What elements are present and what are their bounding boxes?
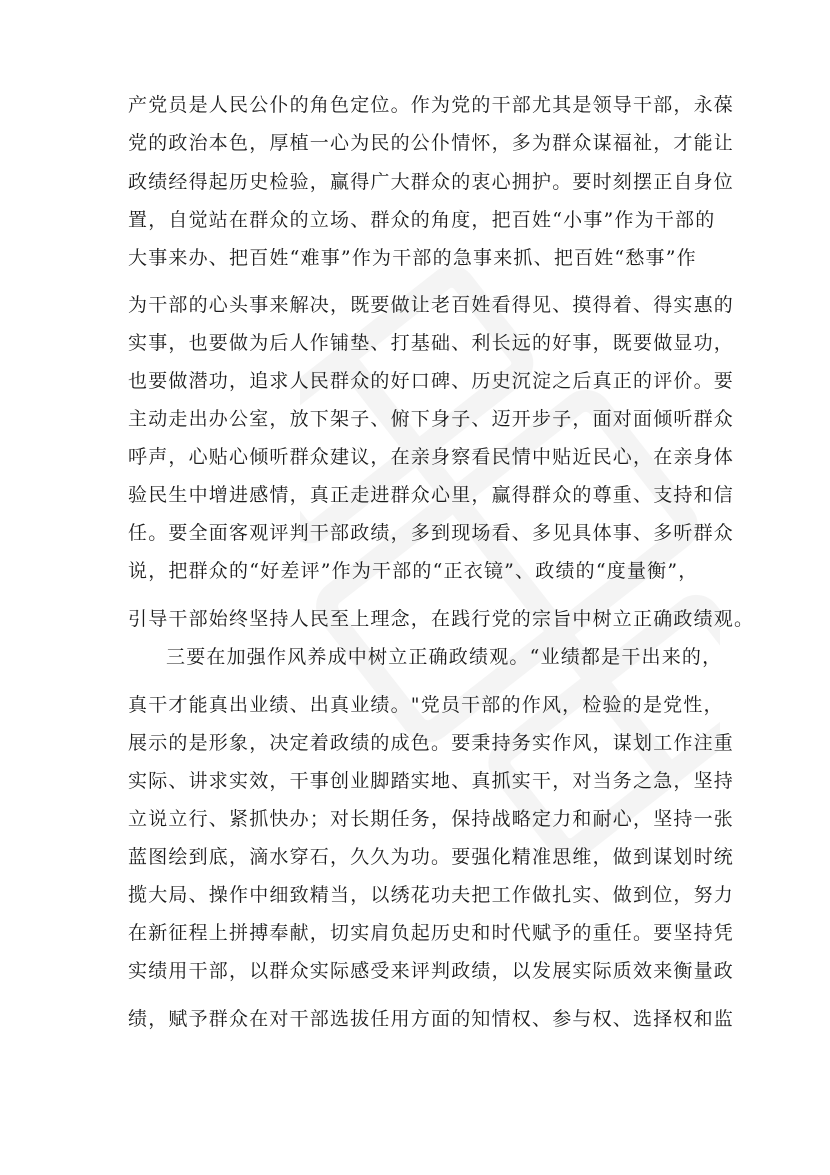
text-line: 验民生中增进感情，真正走进群众心里，赢得群众的尊重、支持和信 <box>128 484 735 506</box>
text-line: 实事，也要做为后人作铺垫、打基础、利长远的好事，既要做显功， <box>128 332 735 354</box>
text-line: 产党员是人民公仆的角色定位。作为党的干部尤其是领导干部，永葆 <box>128 94 735 116</box>
text-line: 任。要全面客观评判干部政绩，多到现场看、多见具体事、多听群众 <box>128 522 735 544</box>
text-line: 党的政治本色，厚植一心为民的公仆情怀，多为群众谋福祉，才能让 <box>128 132 735 154</box>
text-line: 呼声，心贴心倾听群众建议，在亲身察看民情中贴近民心，在亲身体 <box>128 446 735 468</box>
text-line: 也要做潜功，追求人民群众的好口碑、历史沉淀之后真正的评价。要 <box>128 370 735 392</box>
text-line: 政绩经得起历史检验，赢得广大群众的衷心拥护。要时刻摆正自身位 <box>128 171 735 193</box>
text-line: 实绩用干部，以群众实际感受来评判政绩，以发展实际质效来衡量政 <box>128 960 735 982</box>
text-line: 实际、讲求实效，干事创业脚踏实地、真抓实干，对当务之急，坚持 <box>128 770 735 792</box>
text-line: 说，把群众的“好差评”作为干部的“正衣镜”、政绩的“度量衡”， <box>128 560 699 582</box>
paragraph-first-line: 三要在加强作风养成中树立正确政绩观。“业绩都是干出来的， <box>166 646 723 668</box>
text-line: 真干才能真出业绩、出真业绩。"党员干部的作风，检验的是党性， <box>128 694 724 716</box>
text-line: 大事来办、把百姓“难事”作为干部的急事来抓、把百姓“愁事”作 <box>128 247 697 269</box>
text-line: 引导干部始终坚持人民至上理念，在践行党的宗旨中树立正确政绩观。 <box>128 608 755 630</box>
text-line: 置，自觉站在群众的立场、群众的角度，把百姓“小事”作为干部的 <box>128 209 716 231</box>
text-line: 展示的是形象，决定着政绩的成色。要秉持务实作风，谋划工作注重 <box>128 732 735 754</box>
text-line: 为干部的心头事来解决，既要做让老百姓看得见、摸得着、得实惠的 <box>128 294 735 316</box>
text-line: 在新征程上拼搏奉献，切实肩负起历史和时代赋予的重任。要坚持凭 <box>128 922 735 944</box>
text-line: 揽大局、操作中细致精当，以绣花功夫把工作做扎实、做到位，努力 <box>128 884 735 906</box>
text-line: 蓝图绘到底，滴水穿石，久久为功。要强化精准思维，做到谋划时统 <box>128 846 735 868</box>
text-line: 主动走出办公室，放下架子、俯下身子、迈开步子，面对面倾听群众 <box>128 408 735 430</box>
text-line: 立说立行、紧抓快办；对长期任务，保持战略定力和耐心，坚持一张 <box>128 808 735 830</box>
text-line: 绩，赋予群众在对干部选拔任用方面的知情权、参与权、选择权和监 <box>128 1008 735 1030</box>
